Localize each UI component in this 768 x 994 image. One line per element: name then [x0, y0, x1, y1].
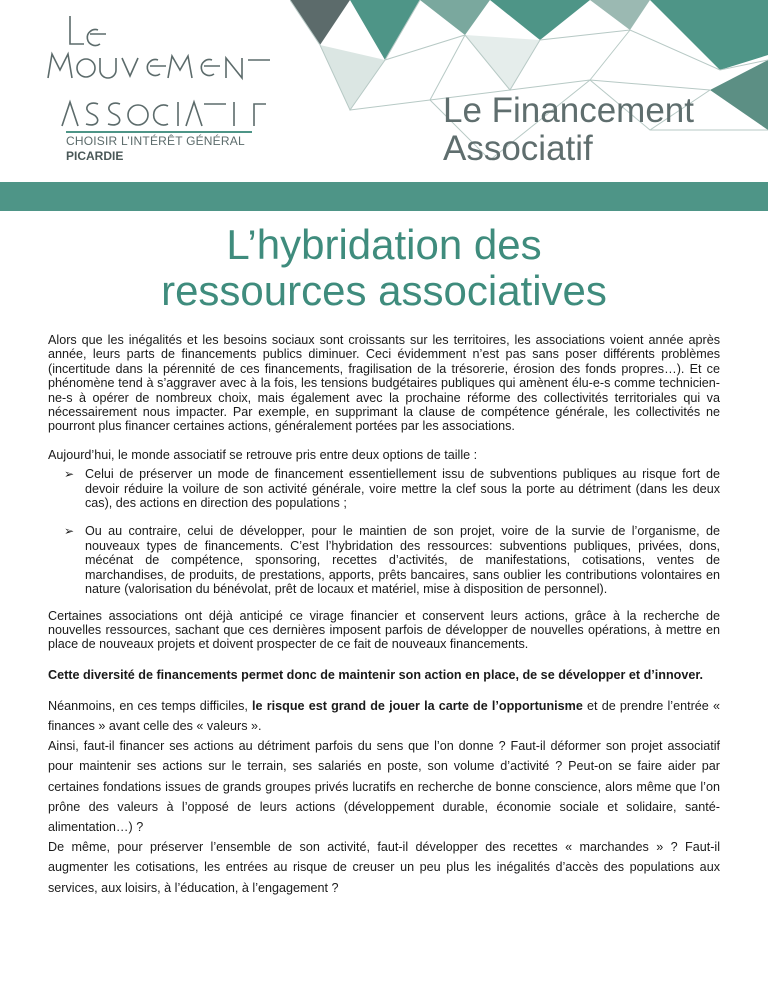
paragraph-emphasis: Cette diversité de financements permet donc de maintenir son action en place, de se développer et d’innover. [48, 667, 704, 682]
risk-text-start: Néanmoins, en ces temps difficiles, [48, 698, 253, 713]
paragraph-risk [48, 696, 720, 736]
series-title-line1: Le Financement [443, 91, 694, 130]
logo-graphic [40, 8, 280, 138]
list-item [48, 467, 720, 510]
series-title-line2: Associatif [443, 129, 593, 168]
paragraph-questions: Ainsi, faut-il financer ses actions au détriment parfois du sens que l’on donne ? Faut-il déformer son projet associatif pour maintenir ses actions sur le terrain, ses salariés en poste, son volume d’activité ? Peut-on se faire aider par certaines fondations issues de grands groupes privés lucratifs en recherche de bonne conscience, alors même que l’on prône des valeurs à l’opposé de leurs actions (développement durable, économie sociale et solidaire, santé-alimentation…) ? [48, 739, 720, 834]
header [0, 0, 768, 214]
page-title [0, 222, 768, 314]
list-item-text: Celui de préserver un mode de financement essentiellement issu de subventions publiques au risque fort de devoir réduire la voilure de son activité générale, voire mettre la clef sous la porte au détriment (dans les deux cas), des actions en direction des populations ; [85, 467, 720, 511]
logo-tagline: CHOISIR L’INTÉRÊT GÉNÉRAL [66, 134, 245, 148]
paragraph-questions-2: De même, pour préserver l’ensemble de son activité, faut-il développer des recettes « marchandes » ? Faut-il augmenter les cotisations, les entrées au risque de creuser un peu plus les inégalités d’accès des populations aux services, aux loisirs, à l’éducation, à l’engagement ? [48, 840, 720, 895]
risk-text-end: et de prendre l’entrée « finances » avant celle des « valeurs ». [48, 698, 720, 733]
list-item [48, 524, 720, 596]
risk-text-bold: le risque est grand de jouer la carte de l’opportunisme [252, 698, 583, 713]
paragraph-options-intro: Aujourd’hui, le monde associatif se retrouve pris entre deux options de taille : [48, 447, 478, 462]
page-title-line2: ressources associatives [161, 267, 607, 314]
header-band [0, 182, 768, 211]
arrow-bullet-icon: ➢ [64, 524, 75, 539]
paragraph-intro: Alors que les inégalités et les besoins sociaux sont croissants sur les territoires, les associations voient année après année, leurs parts de financements publics diminuer. Ceci évidemment n’est pas sans poser différents problèmes (incertitude dans la pérennité de ces financements, fragilisation de la trésorerie, érosion des fonds propres…). Et ce phénomène tend à s’aggraver avec à la fois, les tensions budgétaires publiques qui amènent élu-e-s comme technicien-ne-s à opérer de nombreux choix, mais également avec la prochaine réforme des collectivités territoriales qui va nécessairement nous impacter. Par exemple, en supprimant la clause de compétence générale, les collectivités ne pourront plus financer certaines actions, généralement portées par les associations. [48, 333, 720, 434]
logo-underline [66, 131, 252, 133]
document-series-title [443, 92, 694, 168]
page-title-line1: L’hybridation des [226, 221, 542, 268]
arrow-bullet-icon: ➢ [64, 467, 75, 482]
logo-region: PICARDIE [66, 149, 124, 163]
body-text [48, 333, 720, 898]
list-item-text: Ou au contraire, celui de développer, pour le maintien de son projet, voire de la survie de l’organisme, de nouveaux types de financements. C’est l’hybridation des ressources: subventions publiques, privées, dons, mécénat de compétence, sponsoring, recettes d’activités, de manifestations, cotisations, ventes de marchandises, de produits, de prestations, apports, prêts bancaires, sans oublier les contributions volontaires en nature (valorisation du bénévolat, prêt de locaux et matériel, mise à disposition de personnel). [85, 524, 720, 597]
paragraph-anticipation: Certaines associations ont déjà anticipé ce virage financier et conservent leurs actions, grâce à la recherche de nouvelles ressources, sachant que ces dernières imposent parfois de développer de nouvelles opérations, à mettre en place de nouveaux projets et doivent prospecter de ce fait de nouveaux financements. [48, 608, 720, 652]
options-list [48, 467, 720, 596]
